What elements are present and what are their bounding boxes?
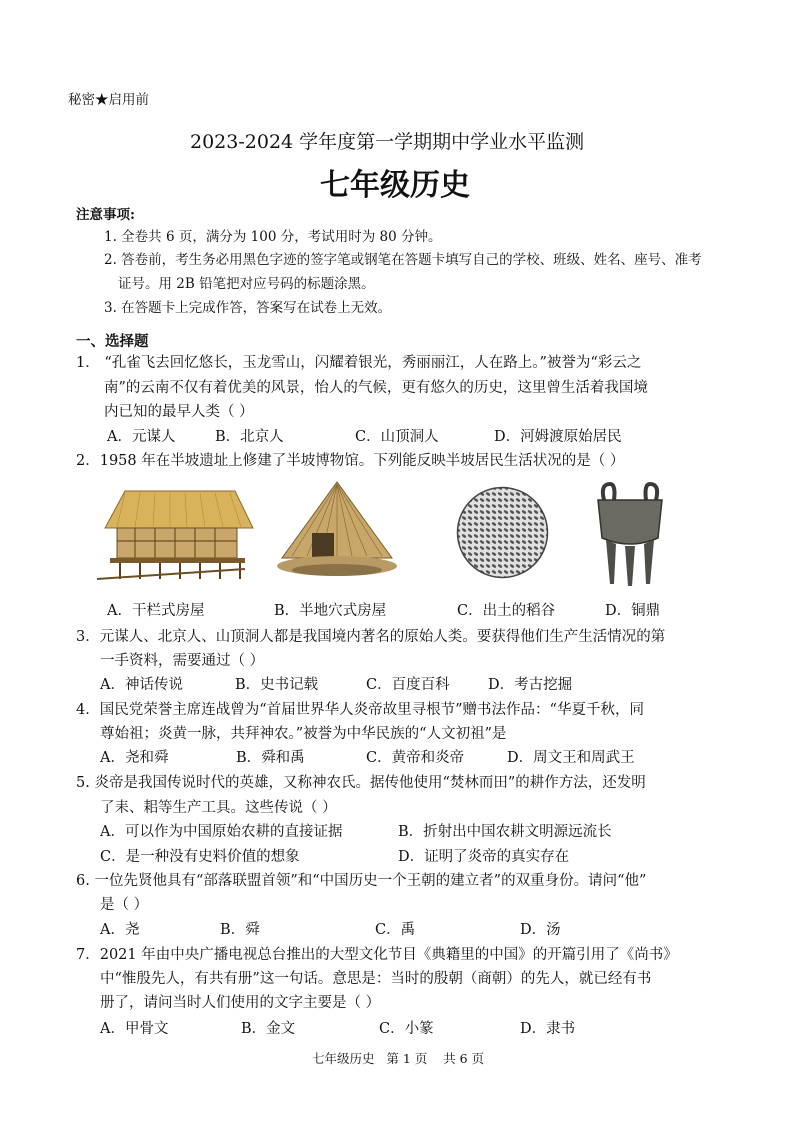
note-item: 证号。用 2B 铅笔把对应号码的标题涂黑。	[118, 276, 375, 292]
question-line: 内已知的最早人类（ ）	[104, 404, 254, 420]
option-d: D．考古挖掘	[488, 677, 573, 693]
confidential-mark: 秘密★启用前	[68, 92, 149, 108]
option-c: C．山顶洞人	[355, 429, 439, 445]
option-d: D．证明了炎帝的真实存在	[398, 849, 570, 865]
option-a: A．甲骨文	[100, 1021, 169, 1037]
option-b: B．舜和禹	[236, 750, 305, 766]
option-c: C．出土的稻谷	[457, 603, 556, 619]
section-heading: 一、选择题	[76, 333, 149, 350]
option-b: B．金文	[241, 1021, 296, 1037]
question-line: 册了，请问当时人们使用的文字主要是（ ）	[100, 995, 381, 1011]
rice-grains-image	[455, 485, 550, 580]
question-line: 4．国民党荣誉主席连战曾为“首届世界华人炎帝故里寻根节”赠书法作品：“华夏千秋，同	[76, 702, 644, 718]
question-line: 6. 一位先贤他具有“部落联盟首领”和“中国历史一个王朝的建立者”的双重身份。请问“他”	[76, 873, 647, 889]
question-line: 5. 炎帝是我国传说时代的英雄，又称神农氏。据传他使用“焚林而田”的耕作方法，还发明	[76, 775, 646, 791]
note-item: 3. 在答题卡上完成作答，答案写在试卷上无效。	[104, 300, 392, 316]
question-line: 尊始祖；炎黄一脉，共拜神农。”被誉为中华民族的“人文初祖”是	[100, 726, 507, 742]
option-a: A．可以作为中国原始农耕的直接证据	[100, 824, 343, 840]
question-line: 1． “孔雀飞去回忆悠长，玉龙雪山，闪耀着银光，秀丽丽江，人在路上。”被誉为“彩云之	[76, 355, 642, 371]
option-d: D．河姆渡原始居民	[494, 429, 622, 445]
option-b: B．舜	[220, 922, 260, 938]
option-c: C．禹	[375, 922, 416, 938]
note-item: 1. 全卷共 6 页，满分为 100 分，考试用时为 80 分钟。	[104, 229, 442, 245]
option-a: A．元谋人	[107, 429, 176, 445]
question-line: 了耒、耜等生产工具。这些传说（ ）	[100, 800, 337, 816]
option-d: D．铜鼎	[605, 603, 661, 619]
option-c: C．小篆	[379, 1021, 434, 1037]
option-b: B．半地穴式房屋	[274, 603, 387, 619]
notes-heading: 注意事项:	[76, 207, 135, 223]
option-c: C．百度百科	[366, 677, 450, 693]
subject-title: 七年级历史	[320, 168, 470, 203]
question-line: 是（ ）	[100, 897, 149, 913]
option-b: B．北京人	[215, 429, 284, 445]
question-line: 一手资料，需要通过（ ）	[100, 653, 265, 669]
option-a: A．干栏式房屋	[107, 603, 205, 619]
page-footer: 七年级历史 第 1 页 共 6 页	[312, 1051, 485, 1066]
semi-subterranean-house-image	[272, 478, 402, 586]
option-b: B．史书记载	[235, 677, 319, 693]
option-d: D．汤	[520, 922, 561, 938]
question-line: 中“惟殷先人，有共有册”这一句话。意思是：当时的殷朝（商朝）的先人，就已经有书	[100, 971, 652, 987]
option-a: A．尧和舜	[100, 750, 169, 766]
stilt-house-image	[95, 483, 255, 583]
option-d: D．隶书	[520, 1021, 576, 1037]
question-line: 南”的云南不仅有着优美的风景，怡人的气候，更有悠久的历史，这里曾生活着我国境	[104, 380, 648, 396]
option-a: A．尧	[100, 922, 140, 938]
option-d: D．周文王和周武王	[507, 750, 635, 766]
option-c: C．黄帝和炎帝	[366, 750, 465, 766]
option-b: B．折射出中国农耕文明源远流长	[398, 824, 612, 840]
option-c: C．是一种没有史料价值的想象	[100, 849, 300, 865]
question-line: 3．元谋人、北京人、山顶洞人都是我国境内著名的原始人类。要获得他们生产生活情况的第	[76, 629, 666, 645]
question-line: 2．1958 年在半坡遗址上修建了半坡博物馆。下列能反映半坡居民生活状况的是（ ）	[76, 453, 625, 469]
bronze-ding-image	[590, 478, 670, 588]
note-item: 2. 答卷前，考生务必用黑色字迹的签字笔或钢笔在答题卡填写自己的学校、班级、姓名、座号、准考	[104, 252, 702, 268]
exam-title: 2023-2024 学年度第一学期期中学业水平监测	[190, 131, 585, 153]
option-a: A．神话传说	[100, 677, 183, 693]
question-line: 7．2021 年由中央广播电视总台推出的大型文化节目《典籍里的中国》的开篇引用了《尚书》	[76, 947, 678, 963]
